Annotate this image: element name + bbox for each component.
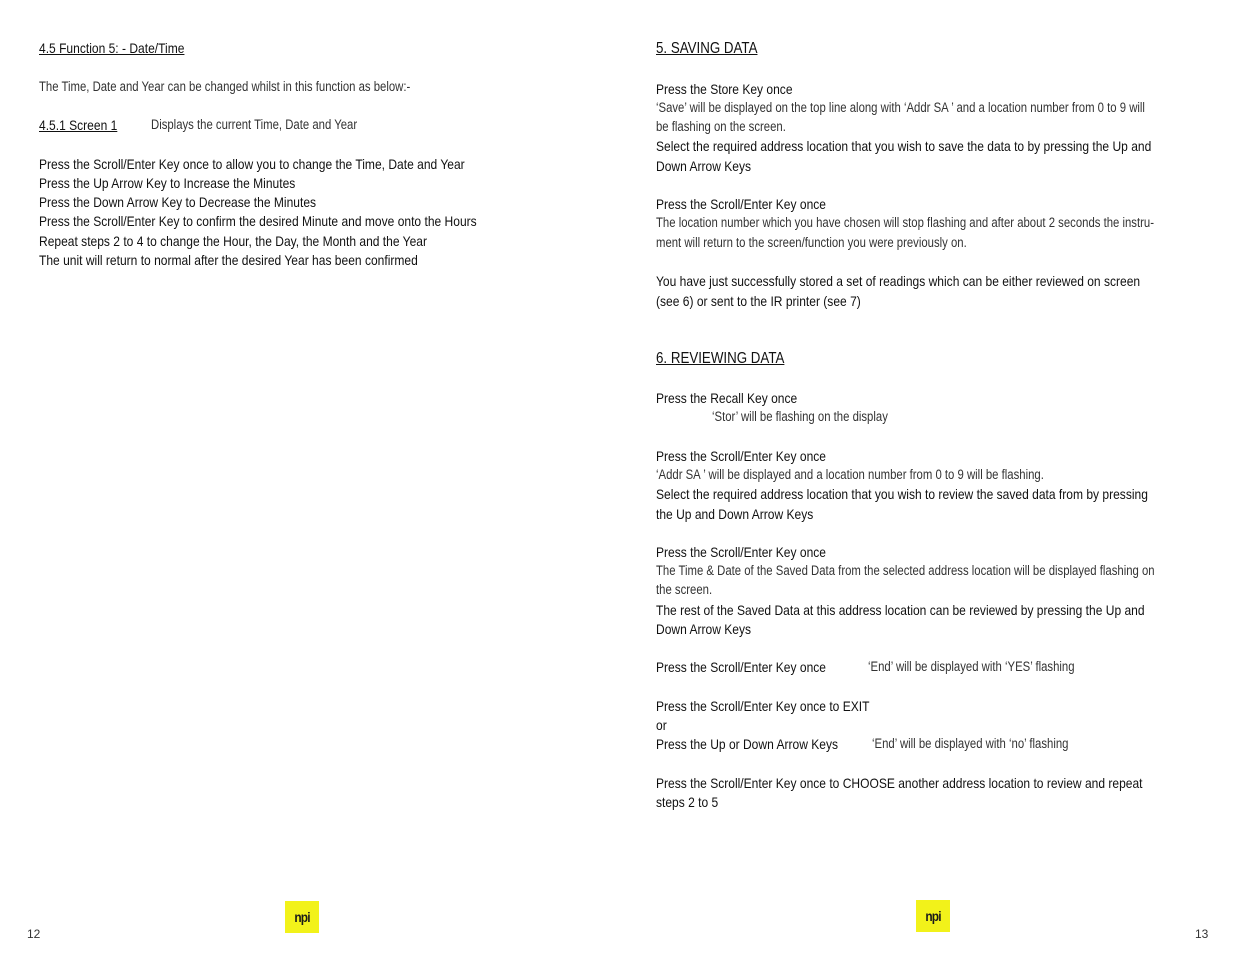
step-instruction: The rest of the Saved Data at this address location can be reviewed by pressing the Up and	[656, 602, 1145, 618]
npi-logo	[916, 900, 950, 932]
step-description: The Time & Date of the Saved Data from the selected address location will be displayed flashing on	[656, 563, 1155, 578]
step-instruction: the Up and Down Arrow Keys	[656, 506, 814, 522]
step-description: ment will return to the screen/function you were previously on.	[656, 235, 967, 250]
section-heading-reviewing-data: 6. REVIEWING DATA	[656, 350, 785, 367]
step-title: Press the Scroll/Enter Key once	[656, 659, 826, 675]
choose-instruction: Press the Scroll/Enter Key once to CHOOSE another address location to review and repeat	[656, 775, 1143, 791]
step-title: Press the Scroll/Enter Key once	[656, 448, 826, 464]
step-text: Press the Down Arrow Key to Decrease the Minutes	[39, 194, 317, 210]
left-page	[0, 0, 617, 954]
step-title: Press the Recall Key once	[656, 390, 798, 406]
page-number: 12	[27, 927, 41, 941]
npi-logo-text: npi	[925, 908, 941, 924]
step-description: The location number which you have chosen will stop flashing and after about 2 seconds the instru-	[656, 215, 1155, 230]
step-description: ‘Stor’ will be flashing on the display	[712, 409, 888, 424]
step-description: ‘Save’ will be displayed on the top line along with ‘Addr SA ’ and a location number from 0 to 9 will	[656, 100, 1145, 115]
step-instruction: Down Arrow Keys	[656, 158, 752, 174]
step-text: Repeat steps 2 to 4 to change the Hour, the Day, the Month and the Year	[39, 233, 428, 249]
npi-logo-text: npi	[294, 909, 310, 925]
step-description: ‘End’ will be displayed with ‘no’ flashing	[872, 736, 1069, 751]
step-instruction: Down Arrow Keys	[656, 621, 752, 637]
step-text: Press the Up Arrow Key to Increase the Minutes	[39, 175, 296, 191]
step-title: Press the Scroll/Enter Key once	[656, 544, 826, 560]
step-description: ‘Addr SA ’ will be displayed and a location number from 0 to 9 will be flashing.	[656, 467, 1044, 482]
right-page	[617, 0, 1235, 954]
npi-logo	[285, 901, 319, 933]
note-text: (see 6) or sent to the IR printer (see 7)	[656, 293, 861, 309]
note-text: You have just successfully stored a set of readings which can be either reviewed on screen	[656, 273, 1141, 289]
step-description: the screen.	[656, 582, 713, 597]
step-description: be flashing on the screen.	[656, 119, 786, 134]
section-heading-date-time: 4.5 Function 5: - Date/Time	[39, 40, 185, 56]
section-heading-saving-data: 5. SAVING DATA	[656, 40, 758, 57]
or-text: or	[656, 717, 667, 733]
step-title: Press the Store Key once	[656, 81, 793, 97]
choose-instruction: steps 2 to 5	[656, 794, 719, 810]
step-instruction: Select the required address location that you wish to review the saved data from by pressing	[656, 486, 1148, 502]
exit-instruction: Press the Scroll/Enter Key once to EXIT	[656, 698, 870, 714]
step-text: Press the Scroll/Enter Key to confirm the desired Minute and move onto the Hours	[39, 213, 477, 229]
step-title: Press the Scroll/Enter Key once	[656, 196, 826, 212]
step-text: The unit will return to normal after the desired Year has been confirmed	[39, 252, 418, 268]
step-description: ‘End’ will be displayed with ‘YES’ flashing	[868, 659, 1075, 674]
step-instruction: Select the required address location that you wish to save the data to by pressing the Up and	[656, 138, 1152, 154]
page-number: 13	[1195, 927, 1209, 941]
screen-description: Displays the current Time, Date and Year	[151, 117, 358, 132]
screen-label: 4.5.1 Screen 1	[39, 117, 118, 133]
intro-text: The Time, Date and Year can be changed whilst in this function as below:-	[39, 79, 411, 94]
updown-instruction: Press the Up or Down Arrow Keys	[656, 736, 839, 752]
step-text: Press the Scroll/Enter Key once to allow you to change the Time, Date and Year	[39, 156, 465, 172]
